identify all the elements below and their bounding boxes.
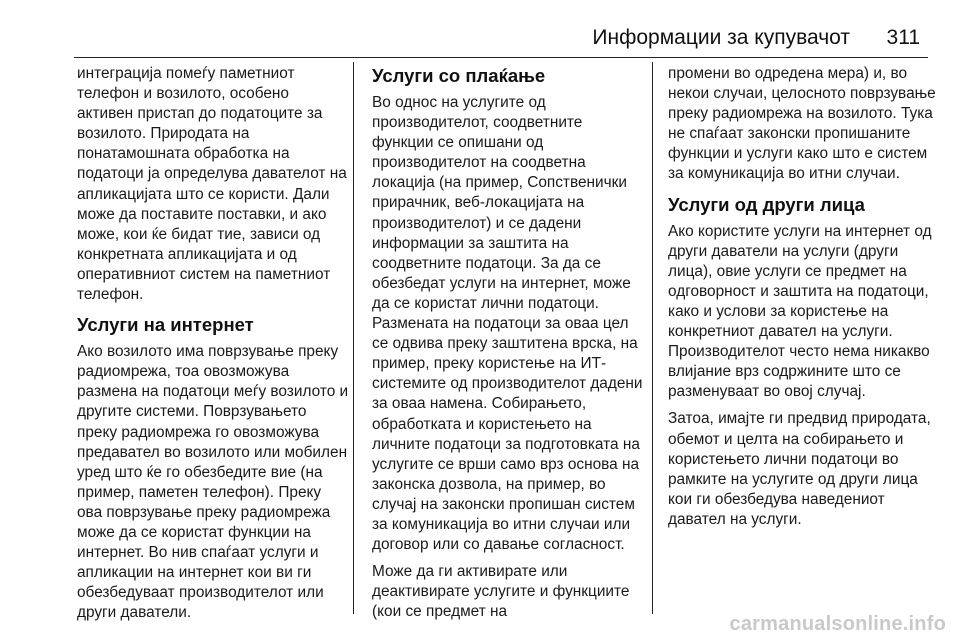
column2-paragraph-2: Може да ги активирате или деактивирате услугите и функциите (кои се предмет на: [372, 563, 630, 621]
column3-paragraph-2: Ако користите услуги на интернет од други даватели на услуги (други лица), овие услуги се предмет на одговорност и заштита на податоци, како и услови за користење на конкретниот давател на услуги. Производителот често нема никакво влијание врз содржините што се разменуваат во овој случај.: [668, 222, 932, 401]
header-rule: [74, 57, 928, 58]
column1-paragraph-2: Ако возилото има поврзување преку радиомрежа, тоа овозможува размена на податоци меѓу возилото и другите системи. Поврзувањето преку радиомрежа го овозможува предавател во возилото или мобилен уред што ќе го обезбедите вие (на пример, паметен телефон). Преку ова поврзување преку радиомрежа може да се користат функции на интернет. Во нив спаѓаат услуги и апликации на интернет кои ви ги обезбедуваат производителот или други даватели.: [77, 343, 349, 622]
column-2: [372, 64, 644, 629]
column-divider-2: [652, 62, 653, 614]
column-1: [77, 64, 349, 630]
column3-paragraph-3: Затоа, имајте ги предвид природата, обемот и целта на собирањето и користењето лични податоци во рамките на услугите од други лица кои ги обезбедува наведениот давател на услуги.: [668, 410, 931, 528]
column3-paragraph-1: промени во одредена мера) и, во некои случаи, целосното поврзување преку радиомрежа на возилото. Тука не спаѓаат законски пропишаните функции и услуги како што е систем за комуникација во итни случаи.: [668, 65, 936, 183]
page-header: [0, 0, 960, 62]
column1-heading: Услуги на интернет: [77, 314, 254, 336]
column2-heading: Услуги со плаќање: [372, 65, 546, 86]
column-divider-1: [353, 62, 354, 614]
column3-heading: Услуги од други лица: [668, 193, 865, 215]
column1-paragraph-1: интеграција помеѓу паметниот телефон и возилото, особено активен пристап до податоците за возилото. Природата на понатамошната обработка на податоци ја определува давателот на апликацијата што се користи. Дали може да поставите поставки, и ако може, кои ќе бидат тие, зависи од конкретната апликацијата и од оперативниот систем на паметниот телефон.: [77, 65, 347, 304]
watermark: carmanualsonline.info: [729, 613, 946, 635]
column2-paragraph-1: Во однос на услугите од производителот, соодветните функции се опишани од производителот на соодветна локација (на пример, Сопственички прирачник, веб-локацијата на производителот) и се дадени информации за заштита на соодветните податоци. За да се обезбедат услуги на интернет, може да се користат лични податоци. Размената на податоци за оваа цел се одвива преку заштитена врска, на пример, преку користење на ИТ-системите од производителот дадени за оваа намена. Собирањето, обработката и користењето на личните податоци за подготовката на услугите се врши само врз основа на законска дозвола, на пример, во случај на законски пропишан систем за комуникација во итни случаи или договор или со давање согласност.: [372, 94, 643, 554]
column-3: [668, 64, 940, 537]
page-number: 311: [886, 26, 920, 49]
header-title: Информации за купувачот: [592, 26, 850, 49]
